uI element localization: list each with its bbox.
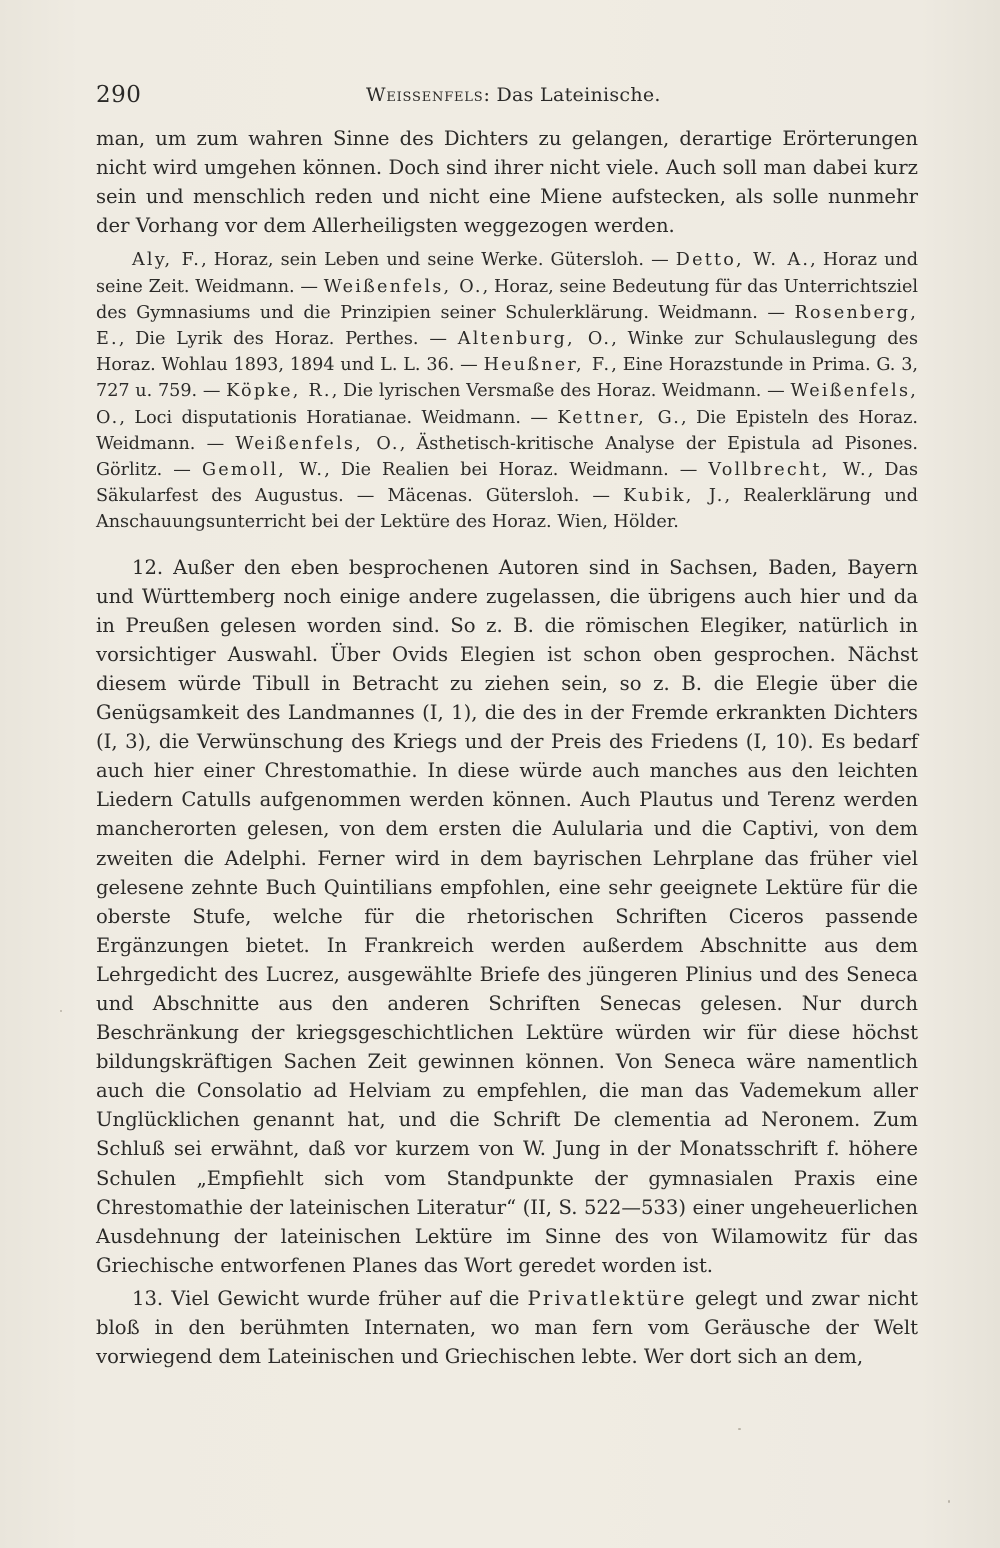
bib-author: Vollbrecht, W. <box>708 460 868 480</box>
page-header <box>96 82 916 112</box>
bibliography-paragraph <box>96 247 918 535</box>
running-head-title: : Das Lateinische. <box>483 84 661 106</box>
bib-author: Weißenfels, O. <box>323 276 483 297</box>
bib-entry: , Die Realien bei Horaz. Weidmann. — <box>324 460 709 480</box>
section-12-paragraph: 12. Außer den eben besprochenen Autoren sind in Sachsen, Baden, Bayern und Württemberg noch einige andere zugelassen, die übrigens auch hier und da in Preußen gelesen worden sind. So z. B. die römischen Elegiker, natürlich in vorsichtiger Auswahl. Über Ovids Elegien ist schon oben gesprochen. Nächst diesem würde Tibull in Betracht zu ziehen sein, so z. B. die Elegie über die Genügsamkeit des Landmannes (I, 1), die des in der Fremde erkrankten Dichters (I, 3), die Verwünschung des Kriegs und der Preis des Friedens (I, 10). Es bedarf auch hier einer Chrestomathie. In diese würde auch manches aus den leichten Liedern Catulls aufgenommen werden können. Auch Plautus und Terenz werden mancherorten gelesen, von dem ersten die Aulularia und die Captivi, von dem zweiten die Adelphi. Ferner wird in dem bayrischen Lehrplane das früher viel gelesene zehnte Buch Quintilians empfohlen, eine sehr geeignete Lektüre für die oberste Stufe, welche für die rhetorischen Schriften Ciceros passende Ergänzungen bietet. In Frankreich werden außerdem Abschnitte aus dem Lehrgedicht des Lucrez, ausgewählte Briefe des jüngeren Plinius und des Seneca und Abschnitte aus den anderen Schriften Senecas gelesen. Nur durch Beschränkung der kriegsgeschichtlichen Lektüre würden wir für diese höchst bildungskräftigen Sachen Zeit gewinnen können. Von Seneca wäre namentlich auch die Consolatio ad Helviam zu empfehlen, die man das Vademekum aller Unglücklichen genannt hat, und die Schrift De clementia ad Neronem. Zum Schluß sei erwähnt, daß vor kurzem von W. Jung in der Monatsschrift f. höhere Schulen „Empfiehlt sich vom Standpunkte der gymnasialen Praxis eine Chrestomathie der lateinischen Literatur“ (II, S. 522—533) einer ungeheuerlichen Ausdehnung der lateinischen Lektüre im Sinne des von Wilamowitz für das Griechische entworfenen Planes das Wort geredet worden ist. <box>96 555 918 1277</box>
paper-speck <box>948 1500 950 1503</box>
bib-author: Detto, W. A. <box>675 250 811 271</box>
bib-author: Aly, F. <box>132 250 202 271</box>
bib-author: Heußner, F. <box>483 355 612 376</box>
running-head <box>366 84 661 106</box>
bib-entry: , Horaz und seine Zeit. Weidmann. — <box>96 250 918 297</box>
bib-author: Köpke, R. <box>226 381 332 402</box>
bib-entry: , Ästhetisch-kritische Analyse der Epistula ad Pisones. Görlitz. — <box>96 433 919 480</box>
bib-entry: , Eine Horazstunde in Prima. G. 3, 727 u. 759. — <box>96 355 918 402</box>
section-13-spaced-term: Privatlektüre <box>527 1286 687 1310</box>
bib-entry: , Das Säkularfest des Augustus. — Mäcenas. Gütersloh. — <box>96 460 919 507</box>
bib-entry: , Winke zur Schulauslegung des Horaz. Wohlau 1893, 1894 und L. L. 36. — <box>96 328 918 376</box>
bib-entry: , Horaz, sein Leben und seine Werke. Gütersloh. — <box>201 250 676 271</box>
paper-speck <box>60 1010 62 1012</box>
intro-paragraph: man, um zum wahren Sinne des Dichters zu gelangen, derartige Erörterungen nicht wird umgehen können. Doch sind ihrer nicht viele. Auch soll man dabei kurz sein und menschlich reden und nicht eine Miene aufstecken, als solle nunmehr der Vorhang vor dem Allerheiligsten weggezogen werden. <box>96 127 918 238</box>
bib-author: Gemoll, W. <box>201 460 325 480</box>
bib-author: Kettner, G. <box>557 407 682 428</box>
body-text <box>96 124 918 1371</box>
bib-entry: , Loci disputationis Horatianae. Weidmann. — <box>119 407 558 428</box>
bib-entry: , Realerklärung und Anschauungsunterricht bei der Lektüre des Horaz. Wien, Hölder. <box>96 486 918 533</box>
bib-author: Weißenfels, O. <box>235 433 400 454</box>
bib-author: Altenburg, O. <box>457 328 612 349</box>
bib-author: Rosenberg, E. <box>96 302 918 349</box>
bib-entry: , Die lyrischen Versmaße des Horaz. Weidmann. — <box>331 381 791 402</box>
paper-speck <box>738 1428 741 1430</box>
bib-entry: , Die Lyrik des Horaz. Perthes. — <box>118 328 458 349</box>
bib-entry: , Horaz, seine Bedeutung für das Unterrichtsziel des Gymnasiums und die Prinzipien seiner Schulerklärung. Weidmann. — <box>96 276 918 323</box>
page-number: 290 <box>96 82 142 108</box>
section-13-paragraph <box>96 1284 918 1371</box>
bib-author: Kubik, J. <box>623 486 725 507</box>
bib-entry: , Die Episteln des Horaz. Weidmann. — <box>96 407 918 454</box>
running-head-author: Weissenfels <box>366 84 484 106</box>
bib-author: Weißenfels, O. <box>96 381 918 428</box>
section-13-text-end: gelegt und zwar nicht bloß in den berühmten Internaten, wo man fern vom Geräusche der Welt vorwiegend dem Lateinischen und Griechischen lebte. Wer dort sich an dem, <box>96 1286 918 1369</box>
section-13-text-start: 13. Viel Gewicht wurde früher auf die <box>132 1286 528 1310</box>
